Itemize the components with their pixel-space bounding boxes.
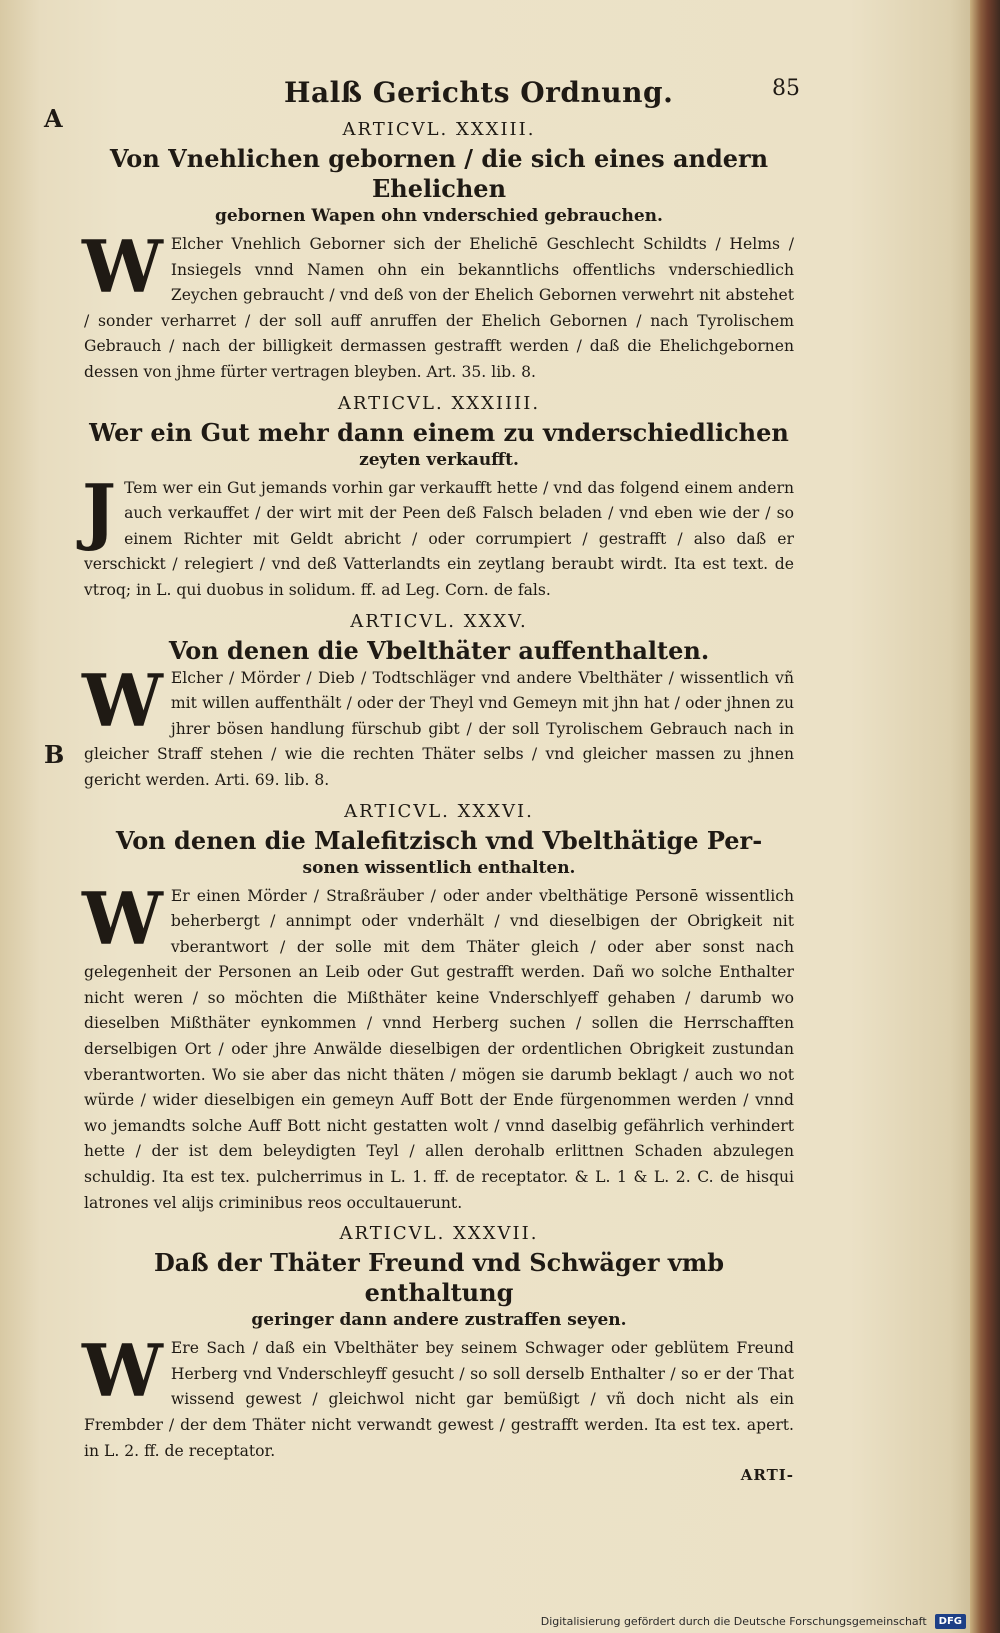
- catchword: ARTI-: [740, 1466, 794, 1485]
- running-head: [84, 70, 800, 112]
- drop-initial: W: [82, 875, 163, 961]
- article-subheading: sonen wissentlich enthalten.: [302, 857, 576, 878]
- article-text: [82, 875, 794, 1217]
- article-heading: Wer ein Gut mehr dann einem zu vnderschiedlichen: [89, 417, 789, 447]
- article-text: [82, 467, 794, 604]
- dfg-logo: DFG: [935, 1614, 966, 1629]
- marginal-letter-b: B: [44, 740, 65, 769]
- article-heading: Daß der Thäter Freund vnd Schwäger vmb enthaltung: [153, 1248, 725, 1308]
- drop-initial: J: [82, 467, 117, 553]
- article-36: [84, 800, 794, 1217]
- article-text: [82, 657, 794, 794]
- article-34: [84, 392, 794, 604]
- article-35: [84, 610, 794, 794]
- article-body: Tem wer ein Gut jemands vorhin gar verkaufft hette / vnd das folgend einem andern auch verkauffet / der wirt mit der Peen deß Falsch beladen / vnd eben wie der / so einem Richter mit Geldt abricht / oder corrumpiert / gestrafft / also daß er verschickt / relegiert / vnd deß Vatterlandts ein zeytlang beraubt wirdt. Ita est text. de vtroq; in L. qui duobus in solidum. ff. ad Leg. Corn. de fals.: [84, 478, 794, 599]
- article-heading: Von Vnehlichen gebornen / die sich eines andern Ehelichen: [109, 144, 769, 203]
- running-title: Halß Gerichts Ordnung.: [284, 76, 674, 109]
- article-heading: Von denen die Vbelthäter auffenthalten.: [168, 635, 710, 665]
- footer-credit: Digitalisierung gefördert durch die Deutsche Forschungsgemeinschaft: [540, 1614, 927, 1628]
- drop-initial: W: [82, 224, 163, 309]
- marginal-letter-a: A: [44, 104, 63, 133]
- article-subheading: gebornen Wapen ohn vnderschied gebrauchen.: [215, 206, 663, 226]
- article-label: ARTICVL. XXXVII.: [339, 1223, 539, 1245]
- article-label: ARTICVL. XXXIII.: [342, 119, 536, 140]
- drop-initial: W: [82, 1328, 163, 1414]
- article-text: [82, 224, 794, 386]
- article-label: ARTICVL. XXXV.: [350, 610, 528, 632]
- article-heading: Von denen die Malefitzisch vnd Vbelthätige Per-: [115, 825, 763, 855]
- article-body: Er einen Mörder / Straßräuber / oder ander vbelthätige Personē wissentlich beherbergt / annimpt oder vnderhält / vnd dieselbigen der Obrigkeit nit vberantwort / der solle mit dem Thäter gleich / oder aber sonst nach gelegenheit der Personen an Leib oder Gut gestrafft werden. Dañ wo solche Enthalter nicht weren / so möchten die Mißthäter keine Vnderschlyeff gehaben / darumb wo dieselben Mißthäter eynkommen / vnnd Herberg suchen / sollen die Herrschafften derselbigen Ort / oder jhre Anwälde dieselbigen der ordentlichen Obrigkeit zustundan vberantworten. Wo sie aber das nicht thäten / mögen sie darumb beklagt / auch wo not würde / wider dieselbigen ein gemeyn Auff Bott der Ende fürgenommen werden / vnnd wo jemandts solche Auff Bott nicht gestatten wolt / vnnd daselbig gefährlich verhindert hette / der ist dem beleydigten Teyl / allen derohalb erlittnen Schaden abzulegen schuldig. Ita est tex. pulcherrimus in L. 1. ff. de receptator. & L. 1 & L. 2. C. de hisqui latrones vel alijs criminibus reos occultauerunt.: [84, 886, 794, 1212]
- drop-initial: W: [82, 657, 163, 743]
- article-37: [84, 1222, 794, 1464]
- article-label: ARTICVL. XXXVI.: [344, 800, 534, 822]
- article-body: Elcher Vnehlich Geborner sich der Ehelichē Geschlecht Schildts / Helms / Insiegels vnnd Namen ohn ein bekanntlichs offentlichs vnderschiedlich Zeychen gebraucht / vnd deß von der Ehelich Gebornen verwehrt nit abstehet / sonder verharret / der soll auff anruffen der Ehelich Gebornen / nach Tyrolischem Gebrauch / nach der billigkeit dermassen gestrafft werden / daß die Ehelichgebornen dessen von jhme fürter vertragen bleyben. Art. 35. lib. 8.: [84, 235, 794, 381]
- article-text: [82, 1328, 794, 1464]
- article-33: [84, 118, 794, 386]
- footer-credit-bar: [0, 1609, 970, 1633]
- article-subheading: geringer dann andere zustraffen seyen.: [251, 1310, 627, 1331]
- page-number: 85: [772, 76, 800, 101]
- article-body: Ere Sach / daß ein Vbelthäter bey seinem Schwager oder geblütem Freund Herberg vnd Vnderschleyff gesucht / so soll derselb Enthalter / so er der That wissend gewest / gleichwol nicht gar bemüßigt / vñ doch nicht als ein Frembder / der dem Thäter nicht verwandt gewest / gestrafft werden. Ita est tex. apert. in L. 2. ff. de receptator.: [84, 1339, 794, 1460]
- article-label: ARTICVL. XXXIIII.: [337, 392, 541, 414]
- text-block: [82, 70, 800, 1485]
- article-subheading: zeyten verkaufft.: [359, 449, 519, 470]
- book-edge: [970, 0, 1000, 1633]
- article-body: Elcher / Mörder / Dieb / Todtschläger vnd andere Vbelthäter / wissentlich vñ mit willen auffenthält / oder der Theyl vnd Gemeyn mit jhn hat / oder jhnen zu jhrer bösen handlung fürschub gibt / der soll Tyrolischem Gebrauch nach in gleicher Straff stehen / wie die rechten Thäter selbs / vnd gleicher massen zu jhnen gericht werden. Arti. 69. lib. 8.: [84, 668, 794, 789]
